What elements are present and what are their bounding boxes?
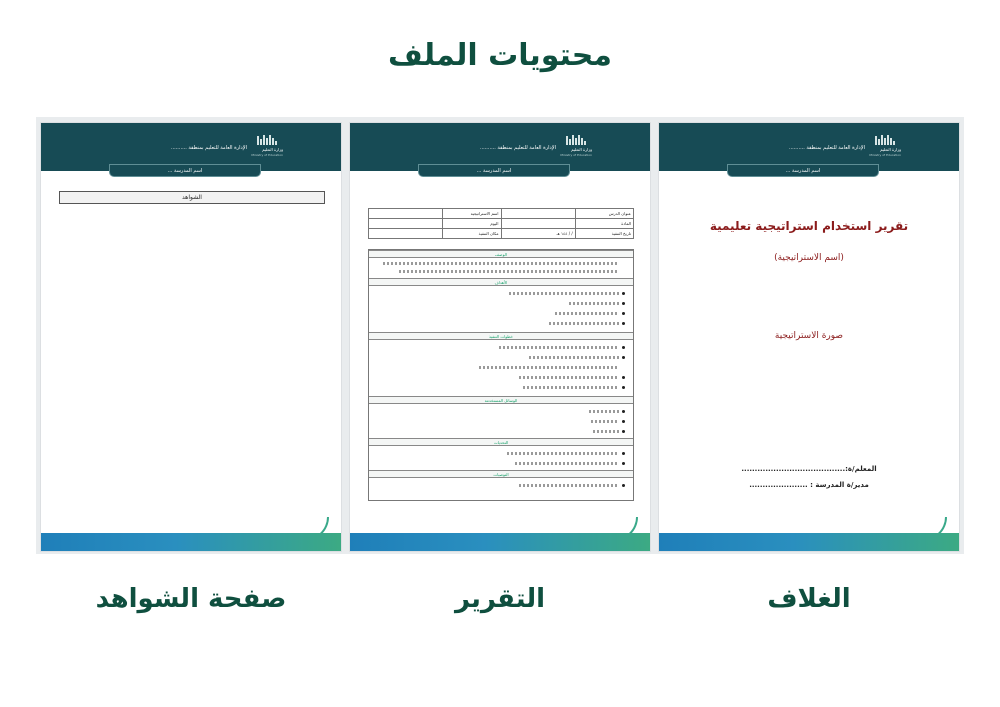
ministry-logo <box>251 135 283 157</box>
teacher-signature-line: المعلم/ة:....................................... <box>741 465 877 473</box>
placeholder-text <box>523 386 619 389</box>
placeholder-text <box>519 484 619 487</box>
section-description: الوصف <box>369 250 633 258</box>
page-title: محتويات الملف <box>387 38 612 73</box>
table-cell: / / ١٤٤ هـ <box>501 229 575 239</box>
section-tools: الوسائل المستخدمة <box>369 396 633 404</box>
section-steps: خطوات التنفيذ <box>369 332 633 340</box>
placeholder-text <box>591 420 619 423</box>
cover-title: تقرير استخدام استراتيجية تعليمية <box>709 219 909 233</box>
footer-bar <box>659 533 959 551</box>
section-challenges: التحديات <box>369 438 633 446</box>
caption-cover: الغلاف <box>767 584 851 614</box>
section-objectives: الأهداف <box>369 278 633 286</box>
lesson-info-table <box>368 208 634 239</box>
placeholder-text <box>589 410 619 413</box>
region-text: الإدارة العامة للتعليم بمنطقة .......... <box>170 145 247 151</box>
school-name-tab: اسم المدرسة ... <box>727 164 879 177</box>
ministry-name-en: Ministry of Education <box>560 153 592 157</box>
evidence-page-preview[interactable] <box>40 122 342 552</box>
caption-report: التقرير <box>454 584 546 614</box>
table-cell: اسم الاستراتيجية <box>443 209 501 219</box>
ministry-name: وزارة التعليم <box>571 147 592 152</box>
footer-bar <box>41 533 341 551</box>
ministry-name: وزارة التعليم <box>262 147 283 152</box>
logo-bars-icon <box>875 135 895 145</box>
table-cell <box>369 209 443 219</box>
placeholder-text <box>519 376 619 379</box>
ministry-logo <box>869 135 901 157</box>
placeholder-text <box>529 356 619 359</box>
school-name-tab: اسم المدرسة ... <box>109 164 261 177</box>
ministry-logo <box>560 135 592 157</box>
region-text: الإدارة العامة للتعليم بمنطقة .......... <box>479 145 556 151</box>
logo-bars-icon <box>257 135 277 145</box>
placeholder-text <box>569 302 619 305</box>
region-text: الإدارة العامة للتعليم بمنطقة .......... <box>788 145 865 151</box>
ministry-name: وزارة التعليم <box>880 147 901 152</box>
report-page-preview[interactable] <box>349 122 651 552</box>
placeholder-text <box>509 292 619 295</box>
table-cell <box>369 219 443 229</box>
placeholder-text <box>399 270 619 273</box>
table-cell <box>501 209 575 219</box>
report-body <box>368 249 634 501</box>
table-cell: المادة <box>575 219 633 229</box>
ministry-name-en: Ministry of Education <box>869 153 901 157</box>
placeholder-text <box>555 312 619 315</box>
strategy-image-label: صورة الاستراتيجية <box>774 331 844 341</box>
table-cell <box>501 219 575 229</box>
footer-bar <box>350 533 650 551</box>
ministry-name-en: Ministry of Education <box>251 153 283 157</box>
table-cell: اليوم <box>443 219 501 229</box>
school-name-tab: اسم المدرسة ... <box>418 164 570 177</box>
principal-signature-line: مدير/ة المدرسة : ...................... <box>749 481 869 489</box>
table-cell: مكان التنفيذ <box>443 229 501 239</box>
caption-evidence: صفحة الشواهد <box>95 584 287 614</box>
placeholder-text <box>499 346 619 349</box>
logo-bars-icon <box>566 135 586 145</box>
cover-page-preview[interactable] <box>658 122 960 552</box>
placeholder-text <box>549 322 619 325</box>
table-cell <box>369 229 443 239</box>
placeholder-text <box>515 462 619 465</box>
placeholder-text <box>593 430 619 433</box>
evidence-label: الشواهد <box>59 191 325 204</box>
table-cell: عنوان الدرس <box>575 209 633 219</box>
placeholder-text <box>507 452 619 455</box>
placeholder-text <box>383 262 619 265</box>
strategy-name: (اسم الاستراتيجية) <box>774 253 844 263</box>
section-recommendations: التوصيات <box>369 470 633 478</box>
placeholder-text <box>479 366 619 369</box>
table-cell: تاريخ التنفيذ <box>575 229 633 239</box>
